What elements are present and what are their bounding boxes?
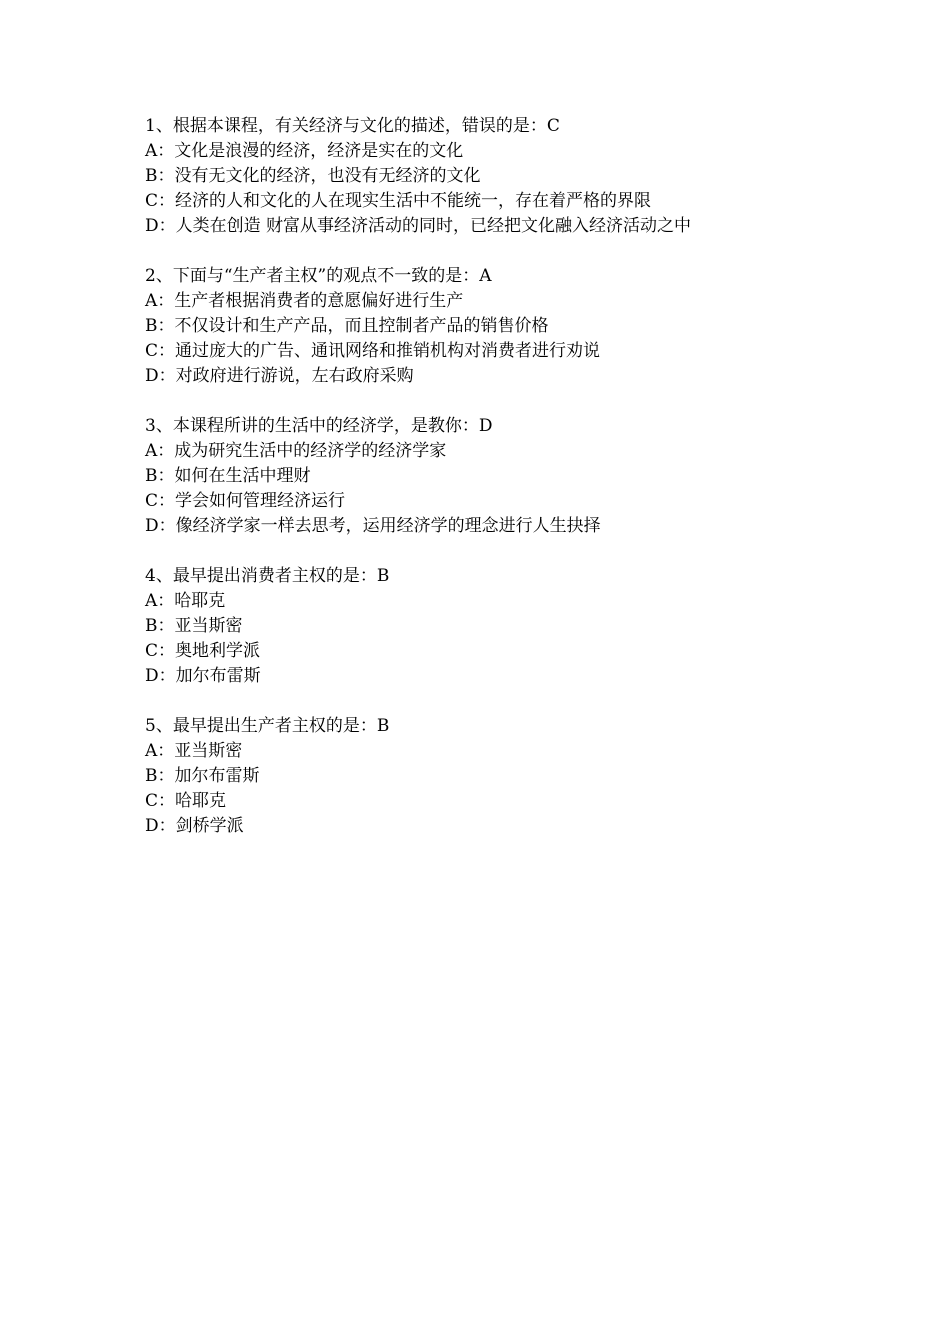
question-stem: 3、本课程所讲的生活中的经济学，是教你：D <box>145 416 493 436</box>
question-3 <box>145 414 865 539</box>
option-d: D：剑桥学派 <box>145 816 244 836</box>
option-c: C：哈耶克 <box>145 791 227 811</box>
option-c: C：学会如何管理经济运行 <box>145 491 346 511</box>
option-d: D：加尔布雷斯 <box>145 666 261 686</box>
option-d: D：人类在创造 财富从事经济活动的同时，已经把文化融入经济活动之中 <box>145 216 692 236</box>
question-list <box>145 114 865 864</box>
option-a: A：生产者根据消费者的意愿偏好进行生产 <box>145 291 464 311</box>
option-d: D：像经济学家一样去思考，运用经济学的理念进行人生抉择 <box>145 516 601 536</box>
option-c: C：经济的人和文化的人在现实生活中不能统一，存在着严格的界限 <box>145 191 652 211</box>
option-b: B：加尔布雷斯 <box>145 766 260 786</box>
question-stem: 4、最早提出消费者主权的是：B <box>145 566 390 586</box>
option-c: C：通过庞大的广告、通讯网络和推销机构对消费者进行劝说 <box>145 341 601 361</box>
option-b: B：亚当斯密 <box>145 616 243 636</box>
question-2 <box>145 264 865 389</box>
option-c: C：奥地利学派 <box>145 641 261 661</box>
question-stem: 5、最早提出生产者主权的是：B <box>145 716 390 736</box>
question-4 <box>145 564 865 689</box>
option-d: D：对政府进行游说，左右政府采购 <box>145 366 414 386</box>
option-a: A：亚当斯密 <box>145 741 243 761</box>
option-a: A：哈耶克 <box>145 591 226 611</box>
question-5 <box>145 714 865 839</box>
option-a: A：文化是浪漫的经济，经济是实在的文化 <box>145 141 464 161</box>
option-b: B：如何在生活中理财 <box>145 466 311 486</box>
question-1 <box>145 114 865 239</box>
option-a: A：成为研究生活中的经济学的经济学家 <box>145 441 447 461</box>
option-b: B：没有无文化的经济，也没有无经济的文化 <box>145 166 481 186</box>
option-b: B：不仅设计和生产产品，而且控制者产品的销售价格 <box>145 316 549 336</box>
question-stem: 2、下面与“生产者主权”的观点不一致的是：A <box>145 266 492 286</box>
question-stem: 1、根据本课程，有关经济与文化的描述，错误的是：C <box>145 116 560 136</box>
